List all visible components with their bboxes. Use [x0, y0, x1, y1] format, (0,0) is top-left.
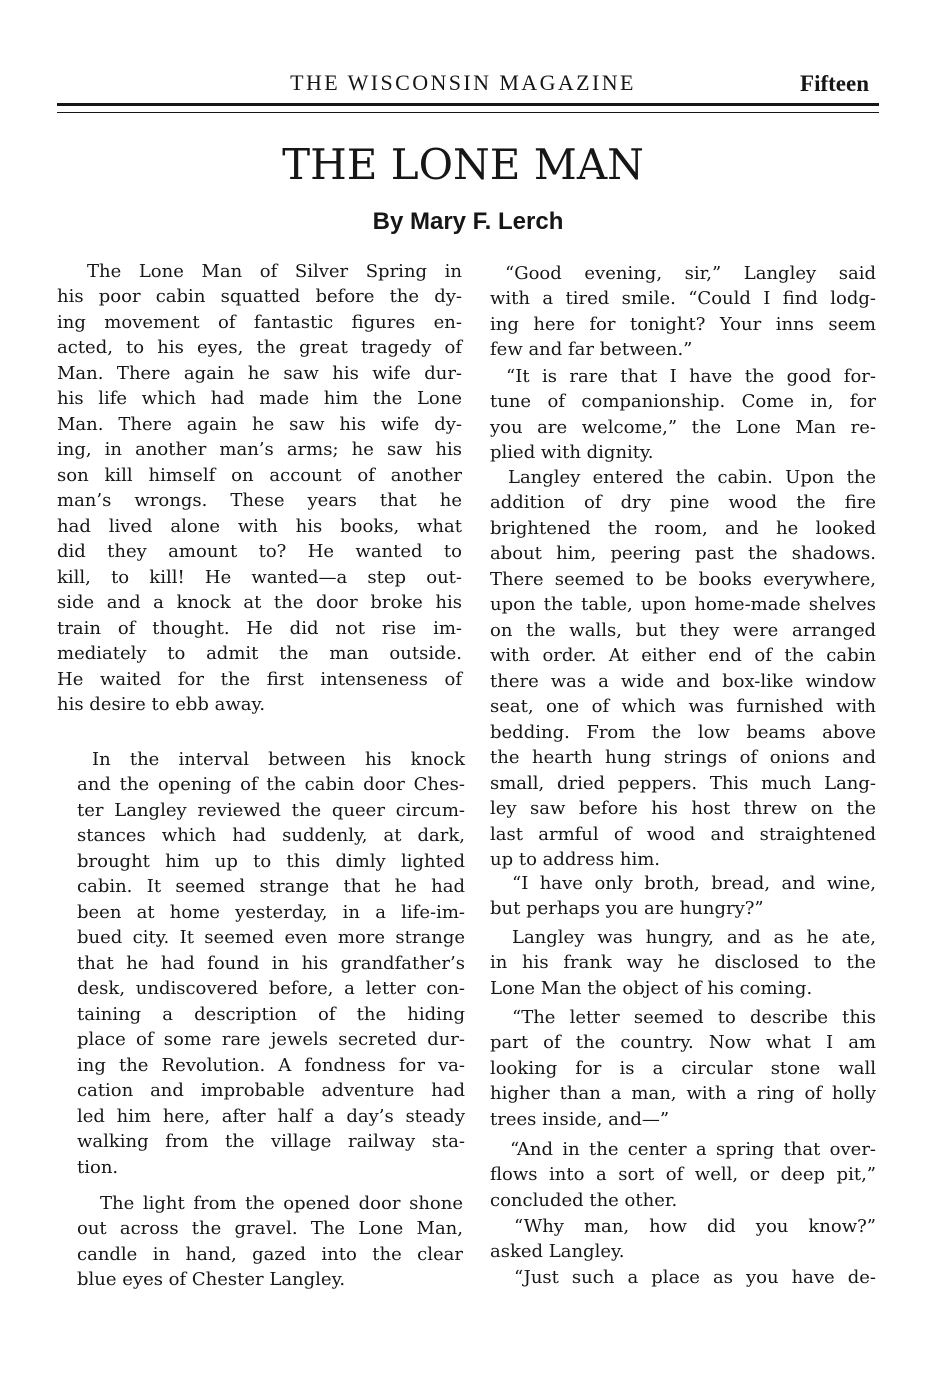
text-line: train of thought. He did not rise im- — [57, 617, 462, 639]
text-line: up to address him. — [490, 849, 660, 870]
text-line: bued city. It seemed even more strange — [77, 927, 465, 948]
text-line: asked Langley. — [490, 1241, 625, 1262]
text-line: stances which had suddenly, at dark, — [77, 825, 465, 846]
text-line: ing the Revolution. A fondness for va- — [77, 1054, 465, 1076]
text-line: led him here, after half a day’s steady — [77, 1105, 465, 1127]
text-line: you are welcome,” the Lone Man re- — [490, 416, 876, 438]
text-line: small, dried peppers. This much Lang- — [490, 772, 876, 794]
text-line: brightened the room, and he looked — [490, 517, 876, 539]
text-line: been at home yesterday, in a life-im- — [77, 901, 465, 923]
text-line: “Why man, how did you know?” — [514, 1215, 876, 1237]
text-line: with a tired smile. “Could I find lodg- — [490, 288, 876, 309]
text-line: higher than a man, with a ring of holly — [490, 1083, 876, 1104]
text-line: cabin. It seemed strange that he had — [77, 876, 465, 897]
text-line: Man. There again he saw his wife dy- — [57, 413, 462, 435]
text-line: desk, undiscovered before, a letter con- — [77, 978, 465, 999]
text-line: walking from the village railway sta- — [77, 1131, 465, 1152]
text-line: few and far between.” — [490, 339, 693, 360]
text-line: with order. At either end of the cabin — [490, 645, 876, 666]
page-number-label: Fifteen — [800, 71, 869, 96]
article-byline: By Mary F. Lerch — [372, 208, 564, 235]
text-line: tion. — [77, 1156, 119, 1178]
text-line: blue eyes of Chester Langley. — [77, 1269, 346, 1290]
header-rule-thin — [57, 112, 879, 113]
paragraph — [490, 1214, 876, 1265]
left-column — [57, 259, 467, 1309]
text-line: Lone Man the object of his coming. — [490, 977, 813, 999]
text-line: ing here for tonight? Your inns seem — [490, 313, 876, 335]
text-line: There seemed to be books everywhere, — [490, 568, 876, 590]
paragraph — [490, 925, 876, 1002]
text-line: addition of dry pine wood the fire — [490, 492, 876, 513]
text-line: that he had found in his grandfather’s — [77, 952, 465, 974]
text-line: Langley was hungry, and as he ate, — [512, 926, 876, 948]
text-line: “I have only broth, bread, and wine, — [512, 872, 876, 894]
paragraph — [77, 1191, 463, 1293]
text-line: about him, peering past the shadows. — [490, 543, 876, 564]
text-line: tune of companionship. Come in, for — [490, 391, 876, 412]
text-line: ley saw before his host threw on the — [490, 798, 876, 819]
text-line: “And in the center a spring that over- — [510, 1138, 876, 1160]
text-line: bedding. From the low beams above — [490, 721, 876, 743]
text-line: his desire to ebb away. — [57, 694, 266, 715]
text-line: ter Langley reviewed the queer circum- — [77, 799, 465, 821]
text-line: on the walls, but they were arranged — [490, 619, 876, 641]
text-line: “It is rare that I have the good for- — [506, 365, 876, 387]
header-rule-thick — [57, 103, 879, 106]
paragraph — [57, 259, 462, 718]
text-line: in his frank way he disclosed to the — [490, 952, 876, 973]
text-line: taining a description of the hiding — [77, 1003, 465, 1025]
text-line: “Good evening, sir,” Langley said — [505, 262, 876, 284]
text-line: plied with dignity. — [490, 442, 654, 463]
text-line: The Lone Man of Silver Spring in — [87, 260, 462, 282]
text-line: and the opening of the cabin door Ches- — [77, 774, 465, 795]
paragraph — [490, 1137, 876, 1214]
text-line: place of some rare jewels secreted dur- — [77, 1029, 465, 1050]
text-line: kill, to kill! He wanted—a step out- — [57, 566, 462, 588]
text-line: trees inside, and—” — [490, 1108, 670, 1130]
text-line: the hearth hung strings of onions and — [490, 747, 876, 768]
text-line: his life which had made him the Lone — [57, 388, 462, 409]
text-line: looking for is a circular stone wall — [490, 1057, 876, 1079]
text-line: concluded the other. — [490, 1189, 678, 1211]
text-line: acted, to his eyes, the great tragedy of — [57, 337, 462, 358]
paragraph — [77, 747, 465, 1181]
text-line: last armful of wood and straightened — [490, 823, 876, 845]
text-line: “Just such a place as you have de- — [514, 1266, 876, 1288]
paragraph — [490, 1005, 876, 1133]
text-line: there was a wide and box-like window — [490, 670, 876, 692]
paragraph — [490, 261, 876, 363]
text-line: seat, one of which was furnished with — [490, 696, 876, 717]
text-line: mediately to admit the man outside. — [57, 643, 462, 664]
text-line: He waited for the first intenseness of — [57, 668, 462, 690]
paragraph — [490, 465, 876, 873]
paragraph-continued — [490, 1265, 876, 1291]
text-line: cation and improbable adventure had — [77, 1080, 465, 1101]
text-line: Man. There again he saw his wife dur- — [57, 362, 462, 384]
text-line: The light from the opened door shone — [100, 1192, 463, 1214]
article-title: THE LONE MAN — [282, 140, 644, 189]
text-line: did they amount to? He wanted to — [57, 541, 462, 562]
text-line: side and a knock at the door broke his — [57, 592, 462, 613]
running-head-title: THE WISCONSIN MAGAZINE — [290, 70, 636, 95]
text-line: upon the table, upon home-made shelves — [490, 594, 876, 615]
text-line: man’s wrongs. These years that he — [57, 490, 462, 511]
text-line: ing, in another man’s arms; he saw his — [57, 439, 462, 460]
text-line: candle in hand, gazed into the clear — [77, 1243, 463, 1265]
text-line: son kill himself on account of another — [57, 464, 462, 486]
text-line: out across the gravel. The Lone Man, — [77, 1218, 463, 1239]
right-column — [490, 261, 880, 1301]
text-line: part of the country. Now what I am — [490, 1032, 876, 1053]
text-line: but perhaps you are hungry?” — [490, 898, 764, 919]
text-line: brought him up to this dimly lighted — [77, 850, 465, 872]
text-line: flows into a sort of well, or deep pit,” — [490, 1164, 876, 1185]
text-line: “The letter seemed to describe this — [512, 1006, 876, 1028]
text-line: In the interval between his knock — [92, 748, 465, 770]
paragraph — [490, 871, 876, 922]
text-line: his poor cabin squatted before the dy- — [57, 286, 462, 307]
paragraph — [490, 364, 876, 466]
text-line: ing movement of fantastic figures en- — [57, 311, 462, 333]
text-line: had lived alone with his books, what — [57, 515, 462, 537]
text-line: Langley entered the cabin. Upon the — [508, 466, 876, 488]
